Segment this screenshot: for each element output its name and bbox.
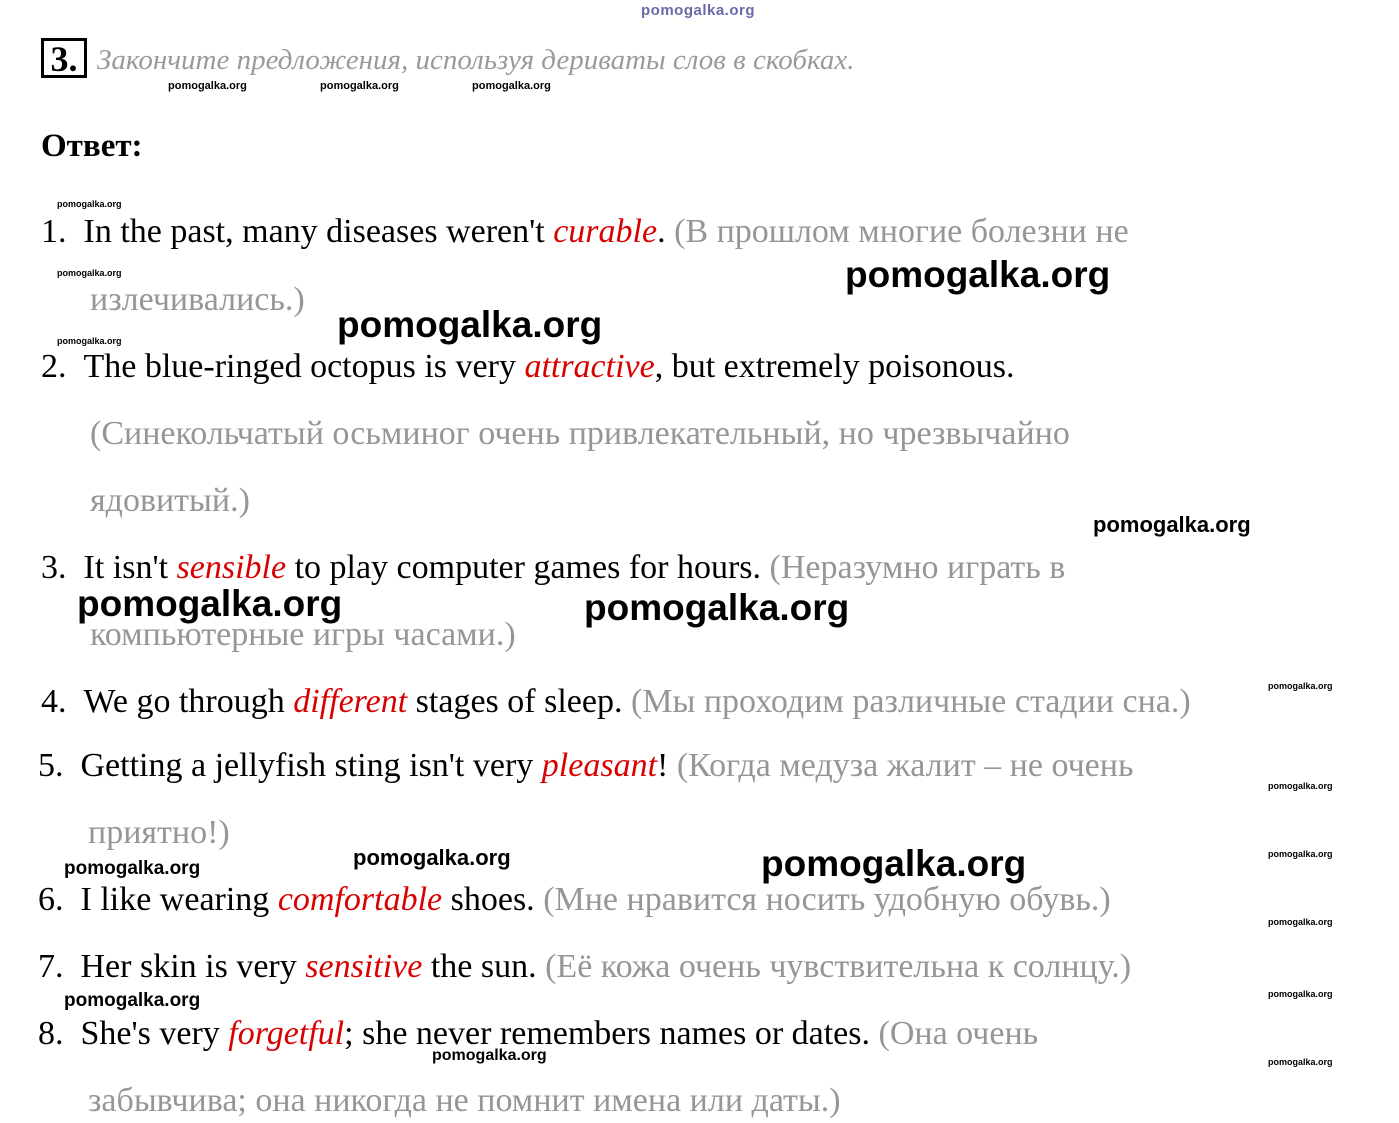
item-number: 1. xyxy=(41,213,67,250)
list-item xyxy=(38,947,1131,987)
watermark: pomogalka.org xyxy=(1268,681,1333,691)
item-number: 7. xyxy=(38,948,64,985)
watermark: pomogalka.org xyxy=(64,990,201,1011)
translation-text: (Синекольчатый осьминог очень привлекательный, но чрезвычайно xyxy=(90,415,1070,452)
list-item xyxy=(41,212,1129,252)
watermark: pomogalka.org xyxy=(64,858,201,879)
sentence-text: the sun. xyxy=(422,948,546,985)
watermark: pomogalka.org xyxy=(337,304,603,345)
item-number: 3. xyxy=(41,549,67,586)
translation-text: (В прошлом многие болезни не xyxy=(674,213,1129,250)
watermark: pomogalka.org xyxy=(584,587,850,628)
sentence-text: stages of sleep. xyxy=(407,683,631,720)
translation-text: (Мы проходим различные стадии сна.) xyxy=(630,683,1191,720)
watermark: pomogalka.org xyxy=(1268,781,1333,791)
watermark: pomogalka.org xyxy=(472,80,551,92)
sentence-text: Getting a jellyfish sting isn't very xyxy=(80,747,542,784)
sentence-text: ! xyxy=(657,747,677,784)
list-item xyxy=(41,347,1015,387)
translation-text: (Когда медуза жалит – не очень xyxy=(676,747,1134,784)
translation-text: забывчива; она никогда не помнит имена или даты.) xyxy=(88,1082,841,1119)
watermark: pomogalka.org xyxy=(77,583,343,624)
item-number: 6. xyxy=(38,881,64,918)
answer-word: forgetful xyxy=(228,1015,345,1052)
answer-heading: Ответ: xyxy=(41,128,143,164)
watermark: pomogalka.org xyxy=(761,843,1027,884)
watermark: pomogalka.org xyxy=(1268,1057,1333,1067)
item-number: 8. xyxy=(38,1015,64,1052)
watermark: pomogalka.org xyxy=(1093,512,1251,537)
watermark: pomogalka.org xyxy=(57,268,122,278)
sentence-text: to play computer games for hours. xyxy=(286,549,770,586)
sentence-text: shoes. xyxy=(442,881,544,918)
item-number: 4. xyxy=(41,683,67,720)
watermark: pomogalka.org xyxy=(845,254,1111,295)
watermark: pomogalka.org xyxy=(432,1047,547,1064)
answer-word: attractive xyxy=(524,348,655,385)
list-item xyxy=(38,746,1133,786)
translation-text: (Она очень xyxy=(878,1015,1039,1052)
sentence-text: We go through xyxy=(83,683,294,720)
sentence-text: Her skin is very xyxy=(80,948,306,985)
answer-word: sensitive xyxy=(305,948,423,985)
task-instruction: Закончите предложения, используя дериваты слов в скобках. xyxy=(97,44,855,76)
sentence-text: I like wearing xyxy=(80,881,278,918)
answer-word: pleasant xyxy=(541,747,658,784)
sentence-text: She's very xyxy=(80,1015,229,1052)
sentence-text: It isn't xyxy=(83,549,177,586)
watermark: pomogalka.org xyxy=(353,845,511,870)
watermark: pomogalka.org xyxy=(1268,849,1333,859)
list-item xyxy=(41,548,1065,588)
watermark: pomogalka.org xyxy=(1268,989,1333,999)
item-number: 2. xyxy=(41,348,67,385)
sentence-text: In the past, many diseases weren't xyxy=(83,213,554,250)
list-item xyxy=(38,880,1111,920)
translation-text: приятно!) xyxy=(88,814,230,851)
list-item xyxy=(41,682,1191,722)
translation-text: излечивались.) xyxy=(90,281,305,318)
item-number: 5. xyxy=(38,747,64,784)
site-label: pomogalka.org xyxy=(641,2,756,19)
sentence-text: ; she never remembers names or dates. xyxy=(344,1015,879,1052)
watermark: pomogalka.org xyxy=(57,199,122,209)
watermark: pomogalka.org xyxy=(1268,917,1333,927)
sentence-text: , but extremely poisonous. xyxy=(654,348,1015,385)
translation-text: ядовитый.) xyxy=(90,482,250,519)
watermark: pomogalka.org xyxy=(168,80,247,92)
watermark: pomogalka.org xyxy=(57,336,122,346)
translation-text: (Её кожа очень чувствительна к солнцу.) xyxy=(545,948,1132,985)
translation-text: (Мне нравится носить удобную обувь.) xyxy=(543,881,1111,918)
sentence-text: . xyxy=(657,213,675,250)
translation-text: (Неразумно играть в xyxy=(769,549,1066,586)
answer-word: comfortable xyxy=(277,881,443,918)
answer-word: curable xyxy=(553,213,658,250)
sentence-text: The blue-ringed octopus is very xyxy=(83,348,525,385)
answer-word: sensible xyxy=(176,549,287,586)
task-number: 3. xyxy=(41,38,87,78)
answer-word: different xyxy=(293,683,408,720)
watermark: pomogalka.org xyxy=(320,80,399,92)
translation-text: компьютерные игры часами.) xyxy=(90,616,516,653)
